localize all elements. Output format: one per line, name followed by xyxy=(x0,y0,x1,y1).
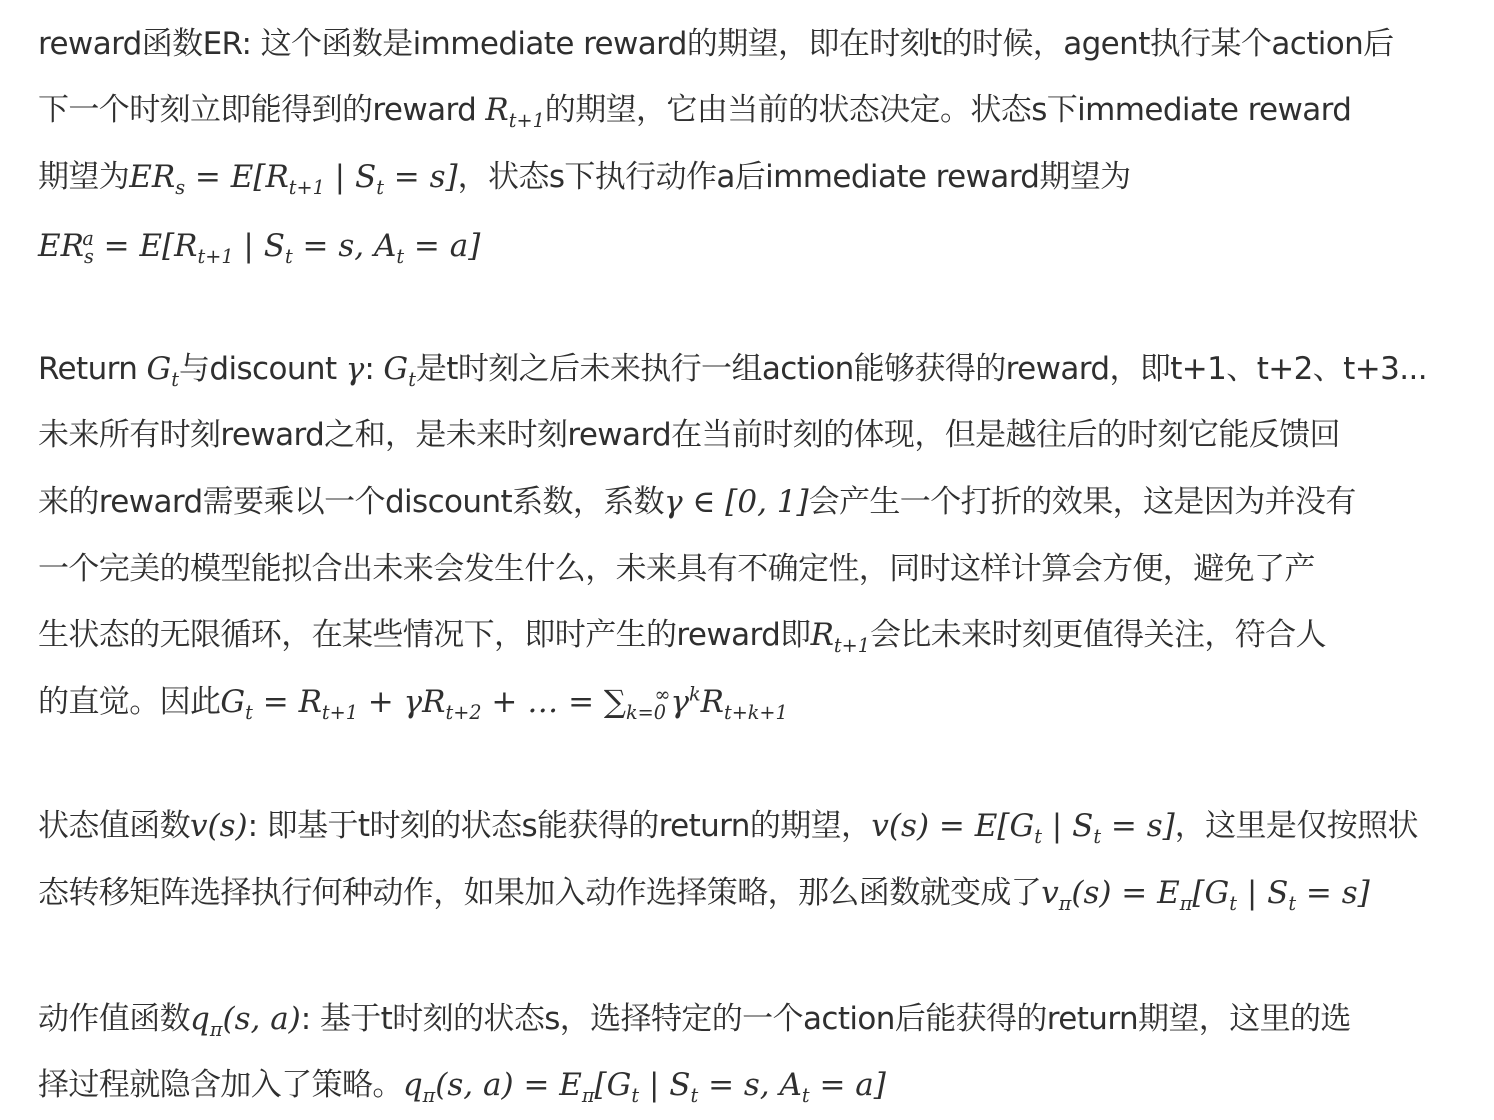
math-expression xyxy=(346,351,365,387)
run-text: 与discount xyxy=(179,351,346,387)
run-text: : xyxy=(364,351,384,387)
run-text: 的期望，它由当前的状态决定。状态s下immediate reward xyxy=(544,92,1352,128)
run-text: 是t时刻之后未来执行一组action能够获得的reward，即t+1、t+2、t+3... xyxy=(415,351,1427,387)
run-text: G xyxy=(146,351,172,387)
run-text: R xyxy=(810,617,834,653)
math-expression xyxy=(700,684,788,725)
run-text: (s, a) xyxy=(222,1001,301,1037)
run-text: : 基于t时刻的状态s，选择特定的一个action后能获得的return期望，这里的选 xyxy=(300,1001,1351,1037)
text-line xyxy=(38,90,1352,133)
math-subscript: t xyxy=(1229,892,1237,916)
math-expression xyxy=(321,684,358,725)
math-expression xyxy=(38,226,94,269)
math-expression xyxy=(1093,808,1102,849)
math-expression xyxy=(1041,875,1072,916)
math-expression xyxy=(1034,808,1042,849)
run-text: ER xyxy=(38,228,84,264)
run-text: 动作值函数 xyxy=(38,1001,190,1037)
text-line xyxy=(38,682,788,725)
math-expression xyxy=(581,1067,595,1108)
text-run xyxy=(38,417,1340,453)
text-line xyxy=(38,806,1418,849)
math-expression xyxy=(404,228,480,264)
text-line xyxy=(38,415,1340,455)
run-text: 来的reward需要乘以一个discount系数，系数 xyxy=(38,484,665,520)
math-expression xyxy=(220,684,253,725)
run-text: q xyxy=(402,1067,423,1103)
run-text: + γR xyxy=(357,684,446,720)
run-text: 下一个时刻立即能得到的reward xyxy=(38,92,486,128)
text-run xyxy=(38,617,811,653)
text-run xyxy=(38,551,1315,587)
math-expression xyxy=(190,808,248,844)
run-text: γ xyxy=(345,351,365,387)
text-line xyxy=(38,482,1356,522)
text-run xyxy=(870,617,1326,653)
run-text: v(s) xyxy=(190,808,248,844)
math-subscript: t xyxy=(284,245,293,269)
math-expression xyxy=(284,228,293,269)
text-line xyxy=(38,549,1315,589)
run-text: 态转移矩阵选择执行何种动作，如果加入动作选择策略，那么函数就变成了 xyxy=(38,875,1042,911)
text-run xyxy=(38,1001,190,1037)
math-expression xyxy=(482,684,627,720)
text-line xyxy=(38,615,1326,658)
math-subscript: t xyxy=(408,368,416,392)
math-expression xyxy=(94,228,198,264)
math-expression xyxy=(639,1067,690,1103)
math-expression xyxy=(810,1067,886,1103)
math-subscript: t xyxy=(1093,825,1102,849)
math-expression xyxy=(325,159,376,195)
text-line xyxy=(38,157,1131,200)
text-run xyxy=(38,484,664,520)
math-expression xyxy=(396,228,405,269)
run-text: 一个完美的模型能拟合出未来会发生什么，未来具有不确定性，同时这样计算会方便，避免了产 xyxy=(38,551,1315,587)
run-text: G xyxy=(220,684,246,720)
math-subscript: π xyxy=(209,1018,223,1042)
run-text: ，这里是仅按照状 xyxy=(1174,808,1418,844)
run-text: v(s) = E[G xyxy=(871,808,1035,844)
text-run xyxy=(38,1067,403,1103)
run-text: 状态值函数 xyxy=(38,808,190,844)
run-text: v xyxy=(1041,875,1059,911)
math-subscript: t xyxy=(1288,892,1297,916)
math-expression xyxy=(698,1067,802,1103)
math-subscript: π xyxy=(422,1084,436,1108)
run-text: 会产生一个打折的效果，这是因为并没有 xyxy=(808,484,1356,520)
math-subscript: t xyxy=(631,1084,640,1108)
run-text: G xyxy=(383,351,409,387)
math-subscript: π xyxy=(581,1084,595,1108)
text-line xyxy=(38,873,1370,916)
math-expression xyxy=(358,684,446,720)
text-line xyxy=(38,24,1394,64)
math-expression xyxy=(1296,875,1370,911)
math-subscript: t+1 xyxy=(321,701,358,725)
run-text: = s] xyxy=(1296,875,1370,911)
math-subscript: t+k+1 xyxy=(723,701,788,725)
math-expression xyxy=(595,1067,632,1103)
run-text: = a] xyxy=(809,1067,886,1103)
math-expression xyxy=(445,684,482,725)
math-expression xyxy=(1071,875,1179,911)
math-expression xyxy=(1229,875,1237,916)
text-run xyxy=(458,159,1131,195)
math-subscript: t xyxy=(1034,825,1042,849)
text-run xyxy=(38,808,190,844)
run-text: = a] xyxy=(404,228,481,264)
text-line xyxy=(38,226,481,269)
math-subscript: t xyxy=(245,701,253,725)
run-text: = E[R xyxy=(93,228,198,264)
math-expression xyxy=(1237,875,1288,911)
math-superscript: a xyxy=(82,226,94,250)
math-subscript: t xyxy=(376,176,384,200)
run-text: 期望为 xyxy=(38,159,130,195)
run-text: γ ∈ [0, 1] xyxy=(664,484,809,520)
run-text: | S xyxy=(1041,808,1094,844)
run-text: = s] xyxy=(1101,808,1175,844)
run-text: (s, a) = E xyxy=(435,1067,582,1103)
math-expression xyxy=(402,1067,436,1108)
text-run xyxy=(364,351,383,387)
math-expression xyxy=(384,159,458,195)
run-text: | S xyxy=(1236,875,1289,911)
math-expression xyxy=(222,1001,300,1037)
run-text: 的直觉。因此 xyxy=(38,684,221,720)
math-expression xyxy=(670,684,700,720)
math-expression xyxy=(383,351,416,392)
run-text: R xyxy=(485,92,509,128)
text-run xyxy=(38,26,1394,62)
math-expression xyxy=(253,684,322,720)
run-text: + … = ∑ xyxy=(481,684,627,720)
math-expression xyxy=(435,1067,582,1103)
text-line xyxy=(38,349,1427,392)
math-superscript: ∞ xyxy=(654,682,671,706)
math-expression xyxy=(631,1067,640,1108)
math-subscript: t+1 xyxy=(833,634,870,658)
math-expression xyxy=(485,92,545,133)
text-run xyxy=(809,484,1356,520)
math-expression xyxy=(146,351,180,392)
math-subscript: t+2 xyxy=(445,701,482,725)
math-expression xyxy=(1042,808,1093,844)
math-expression xyxy=(129,159,186,200)
run-text: : 即基于t时刻的状态s能获得的return的期望， xyxy=(247,808,872,844)
math-subscript: s xyxy=(175,176,186,200)
run-text: 生状态的无限循环，在某些情况下，即时产生的reward即 xyxy=(38,617,811,653)
text-run xyxy=(38,92,485,128)
math-subscript: t+1 xyxy=(197,245,234,269)
run-text: [G xyxy=(594,1067,632,1103)
text-line xyxy=(38,999,1351,1042)
math-subscript: k=0 xyxy=(626,701,666,725)
run-text: = s, A xyxy=(292,228,397,264)
run-text: | S xyxy=(324,159,377,195)
run-text: Return xyxy=(38,351,147,387)
run-text: (s) = E xyxy=(1071,875,1180,911)
math-expression xyxy=(626,682,671,725)
math-subscript: t xyxy=(801,1084,810,1108)
math-expression xyxy=(197,228,234,269)
math-subscript: π xyxy=(1058,892,1072,916)
text-run xyxy=(1175,808,1418,844)
text-run xyxy=(38,159,129,195)
math-expression xyxy=(234,228,285,264)
run-text: = R xyxy=(252,684,322,720)
run-text: ER xyxy=(129,159,176,195)
run-text: [G xyxy=(1192,875,1230,911)
math-expression xyxy=(376,159,384,200)
math-expression xyxy=(293,228,397,264)
math-expression xyxy=(810,617,870,658)
run-text: 未来所有时刻reward之和，是未来时刻reward在当前时刻的体现，但是越往后的时刻它能反馈回 xyxy=(38,417,1340,453)
run-text: = E[R xyxy=(185,159,289,195)
text-run xyxy=(301,1001,1351,1037)
math-superscript: k xyxy=(689,682,701,706)
math-expression xyxy=(1101,808,1175,844)
math-subscript: t xyxy=(171,368,180,392)
text-run xyxy=(38,875,1041,911)
math-expression xyxy=(190,1001,223,1042)
text-run xyxy=(248,808,872,844)
text-run xyxy=(38,684,220,720)
text-run xyxy=(545,92,1352,128)
run-text: = s, A xyxy=(698,1067,802,1103)
math-subscript: t+1 xyxy=(288,176,325,200)
math-expression xyxy=(185,159,289,195)
math-expression xyxy=(664,484,809,520)
math-expression xyxy=(801,1067,810,1108)
run-text: q xyxy=(190,1001,210,1037)
text-line xyxy=(38,1065,886,1108)
text-run xyxy=(38,351,147,387)
math-expression xyxy=(288,159,325,200)
math-subscript: t xyxy=(396,245,405,269)
math-expression xyxy=(871,808,1034,844)
math-expression xyxy=(1192,875,1229,911)
run-text: | S xyxy=(639,1067,691,1103)
run-text: γ xyxy=(670,684,689,720)
run-text: R xyxy=(700,684,724,720)
run-text: reward函数ER: 这个函数是immediate reward的期望，即在时刻t的时候，agent执行某个action后 xyxy=(38,26,1394,62)
run-text: 会比未来时刻更值得关注，符合人 xyxy=(869,617,1326,653)
run-text: 择过程就隐含加入了策略。 xyxy=(38,1067,403,1103)
math-expression xyxy=(1179,875,1193,916)
run-text: | S xyxy=(233,228,285,264)
text-run xyxy=(179,351,346,387)
run-text: = s] xyxy=(383,159,458,195)
math-subscript: π xyxy=(1179,892,1193,916)
math-expression xyxy=(1288,875,1297,916)
math-subscript: t+1 xyxy=(508,109,545,133)
math-subscript: s xyxy=(83,245,94,269)
run-text: ，状态s下执行动作a后immediate reward期望为 xyxy=(457,159,1131,195)
text-run xyxy=(416,351,1427,387)
math-subscript: t xyxy=(690,1084,699,1108)
